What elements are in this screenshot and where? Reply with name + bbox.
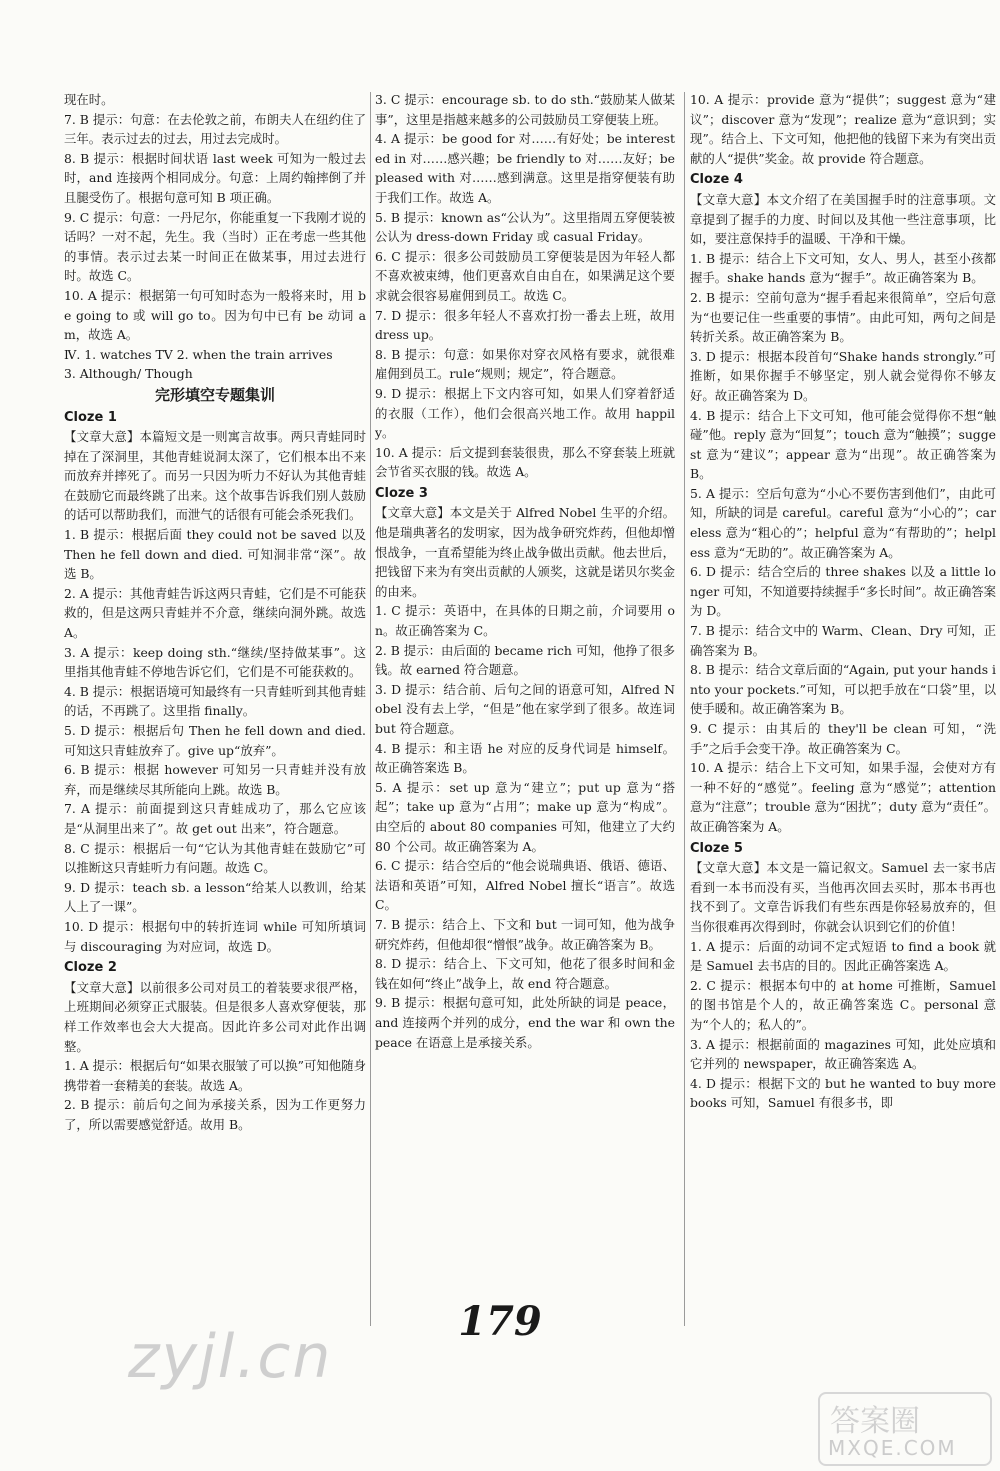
watermark-right-url: MXQE.COM bbox=[828, 1436, 957, 1460]
cloze-item: 【文章大意】以前很多公司对员工的着装要求很严格，上班期间必须穿正式服装。但是很多人喜欢穿便装，那样工作效率也会大大提高。因此许多公司对此作出调整。 bbox=[64, 979, 366, 1054]
section-title: 完形填空专题集训 bbox=[154, 385, 275, 404]
cloze-heading: Cloze 3 bbox=[375, 485, 428, 501]
cloze-item: 1. C 提示：英语中，在具体的日期之前，介词要用 on。故正确答案为 C。 bbox=[375, 603, 675, 639]
cloze-item: 3. D 提示：根据本段首句“Shake hands strongly.”可推断，如果你握手不够坚定，别人就会觉得你不够友好。故正确答案为 D。 bbox=[690, 348, 996, 403]
cloze-item: 5. B 提示：known as“公认为”。这里指周五穿便装被公认为 dress-down Friday 或 casual Friday。 bbox=[375, 209, 675, 245]
answer-paragraph: Ⅳ. 1. watches TV 2. when the train arrives bbox=[64, 346, 333, 362]
cloze-item: 4. B 提示：和主语 he 对应的反身代词是 himself。故正确答案选 B。 bbox=[375, 740, 675, 776]
cloze-item: 5. A 提示：set up 意为“建立”；put up 意为“搭起”；take up 意为“占用”；make up 意为“构成”。由空后的 about 80 companies 可知，他建立了大约 80 个公司。故正确答案为 A。 bbox=[375, 779, 675, 854]
cloze-heading: Cloze 4 bbox=[690, 172, 743, 188]
watermark-right-title: 答案圈 bbox=[830, 1404, 920, 1439]
cloze-heading: Cloze 1 bbox=[64, 409, 117, 425]
cloze-item: 2. B 提示：前后句之间为承接关系，因为工作更努力了，所以需要感觉舒适。故用 B。 bbox=[64, 1097, 366, 1132]
column-divider-1 bbox=[370, 92, 371, 1326]
page-number: 179 bbox=[458, 1298, 542, 1345]
cloze-item: 7. B 提示：结合文中的 Warm、Clean、Dry 可知，正确答案为 B。 bbox=[690, 623, 996, 658]
cloze-item: 6. D 提示：结合空后的 three shakes 以及 a little longer 可知，不知道要持续握手“多长时间”。故正确答案为 D。 bbox=[690, 564, 996, 619]
cloze-item: 10. A 提示：结合上下文可知，如果手湿，会使对方有一种不好的“感觉”。feeling 意为“感觉”；attention 意为“注意”；trouble 意为“困扰”；duty 意为“责任”。故正确答案为 A。 bbox=[690, 760, 996, 834]
cloze-item: 3. A 提示：keep doing sth.“继续/坚持做某事”。这里指其他青蛙不停地告诉它们，它们是不可能获救的。 bbox=[64, 644, 366, 680]
column-right bbox=[690, 90, 996, 1113]
cloze-item: 4. B 提示：结合上下文可知，他可能会觉得你不想“触碰”他。reply 意为“回复”；touch 意为“触摸”；suggest 意为“建议”；appear 意为“出现”。故正确答案为 B。 bbox=[690, 407, 996, 482]
cloze-item: 【文章大意】本文是一篇记叙文。Samuel 去一家书店看到一本书而没有买，当他再次回去买时，那本书再也找不到了。文章告诉我们有些东西是你轻易放弃的，但当你很难再次得到时，你就会认识到它们的价值！ bbox=[690, 860, 996, 934]
cloze-item: 1. A 提示：根据后句“如果衣服皱了可以换”可知他随身携带着一套精美的套装。故选 A。 bbox=[64, 1058, 366, 1093]
cloze-item: 6. C 提示：很多公司鼓励员工穿便装是因为年轻人都不喜欢被束缚，他们更喜欢自由自在，如果满足这个要求就会很容易雇佣到员工。故选 C。 bbox=[375, 248, 675, 303]
cloze-item: 4. B 提示：根据语境可知最终有一只青蛙听到其他青蛙的话，不再跳了。这里指 finally。 bbox=[64, 683, 366, 719]
cloze-item: 9. D 提示：teach sb. a lesson“给某人以教训，给某人上了一课”。 bbox=[64, 879, 366, 915]
cloze-heading: Cloze 5 bbox=[690, 840, 743, 856]
cloze-item: 10. A 提示：后文提到套装很贵，那么不穿套装上班就会节省买衣服的钱。故选 A。 bbox=[375, 444, 675, 480]
cloze-item: 2. C 提示：根据本句中的 at home 可推断，Samuel 的图书馆是个人的，故正确答案选 C。personal 意为“个人的；私人的”。 bbox=[690, 977, 996, 1032]
cloze-item: 4. A 提示：be good for 对……有好处；be interested in 对……感兴趣；be friendly to 对……友好；be pleased with 对……感到满意。这里是指穿便装有助于我们工作。故选 A。 bbox=[375, 131, 675, 205]
cloze-item: 2. B 提示：由后面的 became rich 可知，他挣了很多钱。故 earned 符合题意。 bbox=[375, 642, 675, 678]
cloze-item: 8. C 提示：根据后一句“它认为其他青蛙在鼓励它”可以推断这只青蛙听力有问题。故选 C。 bbox=[64, 840, 366, 876]
cloze-item: 9. B 提示：根据句意可知，此处所缺的词是 peace，and 连接两个并列的成分，end the war 和 own the peace 在语意上是承接关系。 bbox=[375, 995, 675, 1050]
answer-paragraph: 3. Although/ Though bbox=[64, 366, 193, 382]
cloze-item: 9. C 提示：由其后的 they'll be clean 可知，“洗手”之后手会变干净。故正确答案为 C。 bbox=[690, 721, 996, 756]
answer-paragraph: 9. C 提示：句意：一丹尼尔，你能重复一下我刚才说的话吗？一对不起，先生。我（当时）正在考虑一些其他的事情。表示过去某一时间正在做某事，用过去进行时。故选 C。 bbox=[64, 209, 366, 284]
cloze-item: 1. B 提示：结合上下文可知，女人、男人，甚至小孩都握手。shake hands 意为“握手”。故正确答案为 B。 bbox=[690, 250, 996, 286]
cloze-item: 7. B 提示：结合上、下文和 but 一词可知，他为战争研究炸药，但他却很“憎恨”战争。故正确答案为 B。 bbox=[375, 916, 675, 952]
cloze-item: 5. A 提示：空后句意为“小心不要伤害到他们”，由此可知，所缺的词是 careful。careful 意为“小心的”；careless 意为“粗心的”；helpful 意为“有帮助的”；helpless 意为“无助的”。故正确答案为 A。 bbox=[690, 485, 996, 560]
cloze-item: 7. A 提示：前面提到这只青蛙成功了，那么它应该是“从洞里出来了”。故 get out 出来”，符合题意。 bbox=[64, 801, 366, 836]
answer-paragraph: 10. A 提示：根据第一句可知时态为一般将来时，用 be going to 或 will go to。因为句中已有 be 动词 am，故选 A。 bbox=[64, 287, 366, 343]
answer-paragraph: 现在时。 bbox=[64, 92, 114, 107]
cloze-item: 3. C 提示：encourage sb. to do sth.“鼓励某人做某事”，这里是指越来越多的公司鼓励员工穿便装上班。 bbox=[375, 92, 675, 127]
cloze-item: 【文章大意】本文介绍了在美国握手时的注意事项。文章提到了握手的力度、时间以及其他一些注意事项，比如，要注意保持手的温暖、干净和干燥。 bbox=[690, 191, 996, 247]
cloze-item: 8. D 提示：结合上、下文可知，他花了很多时间和金钱在如何“终止”战争上，故 end 符合题意。 bbox=[375, 956, 675, 991]
cloze-item: 4. D 提示：根据下文的 but he wanted to buy more books 可知，Samuel 有很多书，即 bbox=[690, 1075, 996, 1111]
cloze-item: 6. B 提示：根据 however 可知另一只青蛙并没有放弃，而是继续尽其所能向上跳。故选 B。 bbox=[64, 762, 366, 797]
cloze-item: 6. C 提示：结合空后的“他会说瑞典语、俄语、德语、法语和英语”可知，Alfred Nobel 擅长“语言”。故选 C。 bbox=[375, 858, 675, 913]
watermark-right bbox=[818, 1392, 992, 1466]
cloze-item: 2. A 提示：其他青蛙告诉这两只青蛙，它们是不可能获救的，但是这两只青蛙并不介意，继续向洞外跳。故选 A。 bbox=[64, 585, 366, 641]
cloze-item: 7. D 提示：很多年轻人不喜欢打扮一番去上班，故用 dress up。 bbox=[375, 307, 675, 343]
column-left bbox=[64, 90, 366, 1134]
answer-paragraph: 7. B 提示：句意：在去伦敦之前，布朗夫人在纽约住了三年。表示过去的过去，用过去完成时。 bbox=[64, 111, 366, 147]
cloze-item: 3. A 提示：根据前面的 magazines 可知，此处应填和它并列的 newspaper，故正确答案选 A。 bbox=[690, 1036, 996, 1072]
watermark-left: zyjl.cn bbox=[128, 1322, 333, 1392]
cloze-item: 10. A 提示：provide 意为“提供”；suggest 意为“建议”；discover 意为“发现”；realize 意为“意识到；实现”。结合上、下文可知，他把他的钱留下来为有突出贡献的人“提供”奖金。故 provide 符合题意。 bbox=[690, 92, 996, 166]
cloze-item: 【文章大意】本文是关于 Alfred Nobel 生平的介绍。他是瑞典著名的发明家，因为战争研究炸药，但他却憎恨战争，一直希望能为终止战争做出贡献。他去世后，把钱留下来为有突出贡献的人颁奖，这就是诺贝尔奖金的由来。 bbox=[375, 505, 675, 599]
cloze-item: 3. D 提示：结合前、后句之间的语意可知，Alfred Nobel 没有去上学，“但是”他在家学到了很多。故连词 but 符合题意。 bbox=[375, 681, 675, 736]
cloze-heading: Cloze 2 bbox=[64, 960, 117, 976]
column-middle bbox=[375, 90, 675, 1052]
cloze-item: 10. D 提示：根据句中的转折连词 while 可知所填词与 discouraging 为对应词，故选 D。 bbox=[64, 918, 366, 954]
cloze-item: 8. B 提示：结合文章后面的“Again, put your hands into your pockets.”可知，可以把手放在“口袋”里，以使手暖和。故正确答案为 B。 bbox=[690, 662, 996, 717]
column-divider-2 bbox=[684, 92, 685, 1326]
cloze-item: 2. B 提示：空前句意为“握手看起来很简单”，空后句意为“也要记住一些重要的事情”。由此可知，两句之间是转折关系。故正确答案为 B。 bbox=[690, 289, 996, 345]
cloze-item: 1. B 提示：根据后面 they could not be saved 以及 Then he fell down and died. 可知洞非常“深”。故选 B。 bbox=[64, 527, 366, 582]
cloze-item: 1. A 提示：后面的动词不定式短语 to find a book 就是 Samuel 去书店的目的。因此正确答案选 A。 bbox=[690, 938, 996, 974]
answer-paragraph: 8. B 提示：根据时间状语 last week 可知为一般过去时，and 连接两个相同成分。句意：上周约翰摔倒了并且腿受伤了。根据句意可知 B 项正确。 bbox=[64, 150, 366, 205]
cloze-item: 【文章大意】本篇短文是一则寓言故事。两只青蛙同时掉在了深洞里，其他青蛙说洞太深了，它们根本出不来而放弃并摔死了。而另一只因为听力不好认为其他青蛙在鼓励它而最终跳了出来。这个故事告诉我们别人鼓励的话可以帮助我们，而泄气的话很有可能会杀死我们。 bbox=[64, 429, 366, 523]
cloze-item: 8. B 提示：句意：如果你对穿衣风格有要求，就很难雇佣到员工。rule“规则；规定”，符合题意。 bbox=[375, 346, 675, 382]
cloze-item: 9. D 提示：根据上下文内容可知，如果人们穿着舒适的衣服（工作），他们会很高兴地工作。故用 happily。 bbox=[375, 385, 675, 441]
cloze-item: 5. D 提示：根据后句 Then he fell down and died. 可知这只青蛙放弃了。give up“放弃”。 bbox=[64, 723, 366, 758]
